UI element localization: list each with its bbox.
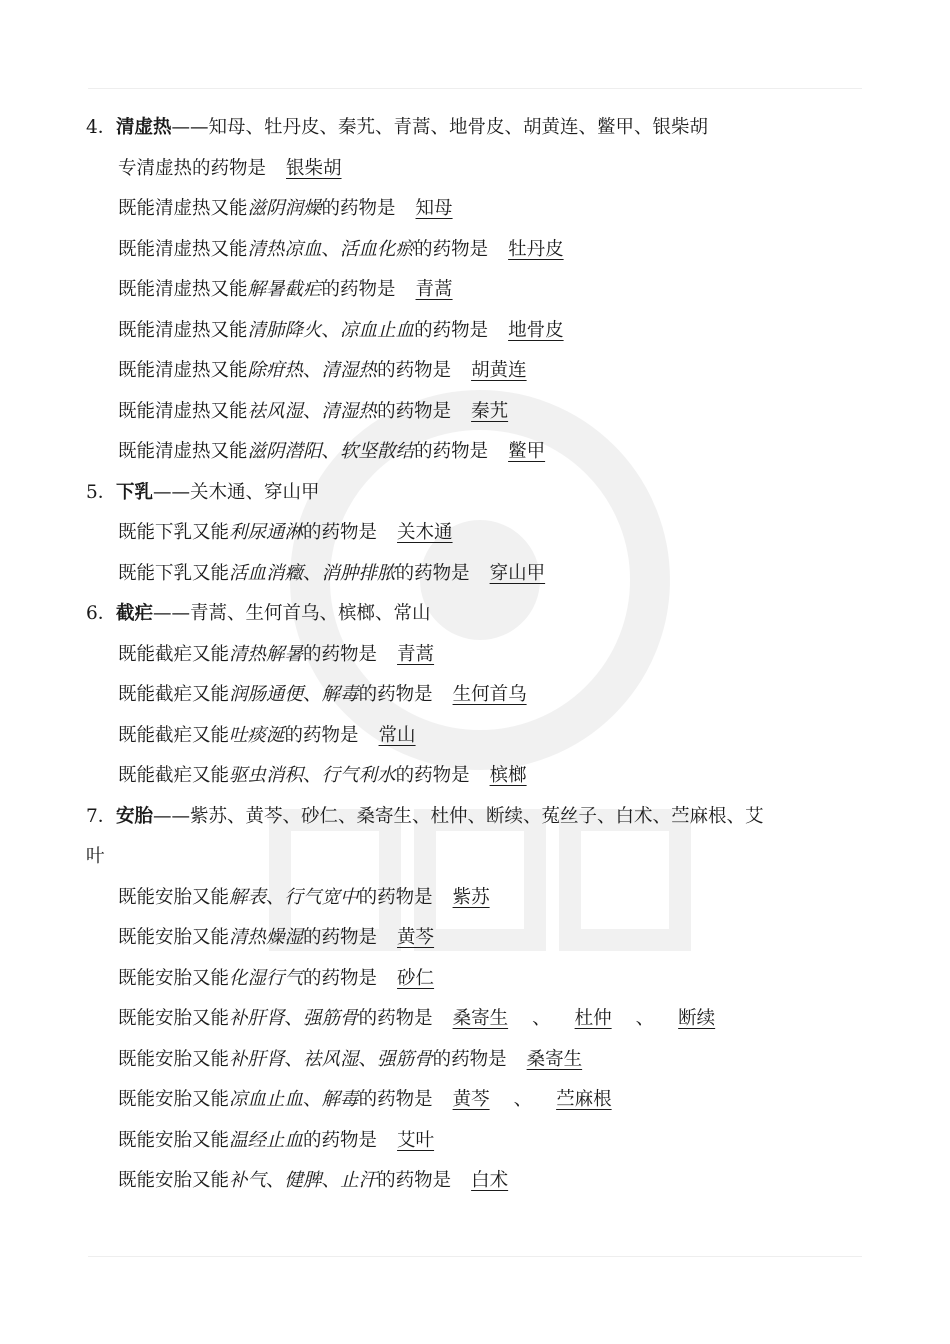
list-item: 既能清虚热又能解暑截疟的药物是 青蒿 — [0, 270, 950, 311]
list-item: 既能清虚热又能清肺降火、凉血止血的药物是 地骨皮 — [0, 311, 950, 352]
section-dash: —— — [171, 117, 209, 138]
emphasis-text: 补气 — [229, 1170, 267, 1191]
list-item: 既能安胎又能补肝肾、祛风湿、强筋骨的药物是 桑寄生 — [0, 1040, 950, 1081]
emphasis-text: 解毒 — [321, 684, 359, 705]
list-item: 既能清虚热又能除疳热、清湿热的药物是 胡黄连 — [0, 351, 950, 392]
answer-blank: 紫苏 — [452, 886, 490, 908]
emphasis-text: 清肺降火 — [247, 319, 322, 341]
bottom-divider — [88, 1256, 862, 1257]
emphasis-text: 润肠通便 — [229, 684, 304, 705]
emphasis-text: 止汗 — [340, 1170, 378, 1191]
emphasis-text: 行气宽中 — [284, 886, 359, 908]
section-drugs: 知母、牡丹皮、秦艽、青蒿、地骨皮、胡黄连、鳖甲、银柴胡 — [208, 117, 709, 138]
emphasis-text: 化湿行气 — [229, 967, 304, 989]
answer-blank: 砂仁 — [397, 967, 435, 989]
emphasis-text: 驱虫消积 — [229, 765, 304, 786]
list-item: 既能安胎又能凉血止血、解毒的药物是 黄芩 、 苎麻根 — [0, 1080, 950, 1121]
list-item: 既能截疟又能润肠通便、解毒的药物是 生何首乌 — [0, 675, 950, 716]
section-title: 下乳 — [116, 481, 154, 503]
answer-blank: 艾叶 — [397, 1129, 435, 1151]
list-item: 既能安胎又能补肝肾、强筋骨的药物是 桑寄生 、 杜仲 、 断续 — [0, 999, 950, 1040]
section-dash: —— — [153, 603, 191, 624]
emphasis-text: 滋阴润燥 — [247, 198, 322, 219]
emphasis-text: 活血消癥 — [229, 562, 304, 584]
section-heading — [0, 108, 950, 149]
answer-blank: 断续 — [678, 1008, 716, 1029]
emphasis-text: 清湿热 — [321, 400, 378, 422]
list-item: 既能安胎又能清热燥湿的药物是 黄芩 — [0, 918, 950, 959]
section-dash: —— — [153, 805, 191, 827]
answer-blank: 地骨皮 — [508, 319, 564, 341]
emphasis-text: 祛风湿 — [247, 400, 304, 422]
list-item: 既能下乳又能利尿通淋的药物是 关木通 — [0, 513, 950, 554]
list-item: 专清虚热的药物是 银柴胡 — [0, 149, 950, 190]
answer-blank: 生何首乌 — [452, 684, 527, 705]
answer-blank: 胡黄连 — [471, 360, 527, 381]
emphasis-text: 活血化瘀 — [340, 238, 415, 260]
answer-blank: 桑寄生 — [452, 1008, 509, 1029]
answer-blank: 银柴胡 — [286, 157, 342, 179]
emphasis-text: 解毒 — [321, 1089, 359, 1110]
section-heading — [0, 473, 950, 514]
list-item: 既能安胎又能补气、健脾、止汗的药物是 白术 — [0, 1161, 950, 1202]
list-item: 既能下乳又能活血消癥、消肿排脓的药物是 穿山甲 — [0, 554, 950, 595]
emphasis-text: 清湿热 — [321, 360, 378, 381]
section-number: 4． — [86, 117, 117, 138]
emphasis-text: 吐痰涎 — [229, 724, 285, 746]
emphasis-text: 温经止血 — [229, 1129, 304, 1151]
answer-blank: 黄芩 — [452, 1089, 490, 1110]
emphasis-text: 除疳热 — [247, 360, 304, 381]
emphasis-text: 健脾 — [284, 1170, 322, 1191]
answer-blank: 穿山甲 — [489, 562, 546, 584]
emphasis-text: 清热凉血 — [247, 238, 322, 260]
section-heading — [0, 797, 950, 838]
section-drugs: 关木通、穿山甲 — [190, 481, 320, 503]
answer-blank: 青蒿 — [397, 643, 435, 665]
list-item: 既能截疟又能清热解暑的药物是 青蒿 — [0, 635, 950, 676]
list-item: 既能安胎又能温经止血的药物是 艾叶 — [0, 1121, 950, 1162]
emphasis-text: 凉血止血 — [229, 1089, 304, 1110]
section-heading — [0, 594, 950, 635]
emphasis-text: 祛风湿 — [303, 1048, 359, 1070]
section-number: 7． — [86, 805, 117, 827]
answer-blank: 常山 — [378, 724, 416, 746]
answer-blank: 关木通 — [397, 522, 453, 543]
section-drugs: 青蒿、生何首乌、槟榔、常山 — [190, 603, 431, 624]
list-item: 既能截疟又能吐痰涎的药物是 常山 — [0, 716, 950, 757]
emphasis-text: 解暑截疟 — [247, 279, 322, 300]
emphasis-text: 解表 — [229, 886, 267, 908]
emphasis-text: 强筋骨 — [377, 1048, 433, 1070]
emphasis-text: 滋阴潜阳 — [247, 441, 322, 462]
answer-blank: 苎麻根 — [556, 1089, 612, 1110]
answer-blank: 鳖甲 — [508, 441, 546, 462]
section-number: 5． — [86, 481, 117, 503]
answer-blank: 黄芩 — [397, 927, 435, 948]
list-item: 既能安胎又能解表、行气宽中的药物是 紫苏 — [0, 878, 950, 919]
emphasis-text: 消肿排脓 — [321, 562, 396, 584]
emphasis-text: 补肝肾 — [229, 1048, 285, 1070]
answer-blank: 秦艽 — [471, 400, 509, 422]
section-title: 安胎 — [116, 805, 154, 827]
answer-blank: 杜仲 — [574, 1008, 612, 1029]
section-number: 6． — [86, 603, 117, 624]
section-dash: —— — [153, 481, 191, 503]
answer-blank: 牡丹皮 — [508, 238, 564, 260]
emphasis-text: 补肝肾 — [229, 1008, 285, 1029]
emphasis-text: 强筋骨 — [303, 1008, 359, 1029]
list-item: 既能清虚热又能祛风湿、清湿热的药物是 秦艽 — [0, 392, 950, 433]
emphasis-text: 软坚散结 — [340, 441, 415, 462]
answer-blank: 槟榔 — [489, 765, 527, 786]
section-title: 清虚热 — [116, 117, 172, 138]
top-divider — [88, 88, 862, 89]
list-item: 既能安胎又能化湿行气的药物是 砂仁 — [0, 959, 950, 1000]
section-drugs-wrap: 叶 — [86, 846, 105, 867]
emphasis-text: 清热燥湿 — [229, 927, 304, 948]
emphasis-text: 利尿通淋 — [229, 522, 304, 543]
document-body — [0, 108, 950, 1202]
emphasis-text: 清热解暑 — [229, 643, 304, 665]
answer-blank: 桑寄生 — [526, 1048, 583, 1070]
emphasis-text: 凉血止血 — [340, 319, 415, 341]
answer-blank: 知母 — [415, 198, 453, 219]
section-drugs: 紫苏、黄芩、砂仁、桑寄生、杜仲、断续、菟丝子、白术、苎麻根、艾 — [190, 805, 764, 827]
list-item: 既能清虚热又能清热凉血、活血化瘀的药物是 牡丹皮 — [0, 230, 950, 271]
answer-blank: 青蒿 — [415, 279, 453, 300]
section-title: 截疟 — [116, 603, 154, 624]
emphasis-text: 行气利水 — [321, 765, 396, 786]
list-item: 既能清虚热又能滋阴润燥的药物是 知母 — [0, 189, 950, 230]
list-item: 既能截疟又能驱虫消积、行气利水的药物是 槟榔 — [0, 756, 950, 797]
answer-blank: 白术 — [471, 1170, 509, 1191]
list-item: 既能清虚热又能滋阴潜阳、软坚散结的药物是 鳖甲 — [0, 432, 950, 473]
